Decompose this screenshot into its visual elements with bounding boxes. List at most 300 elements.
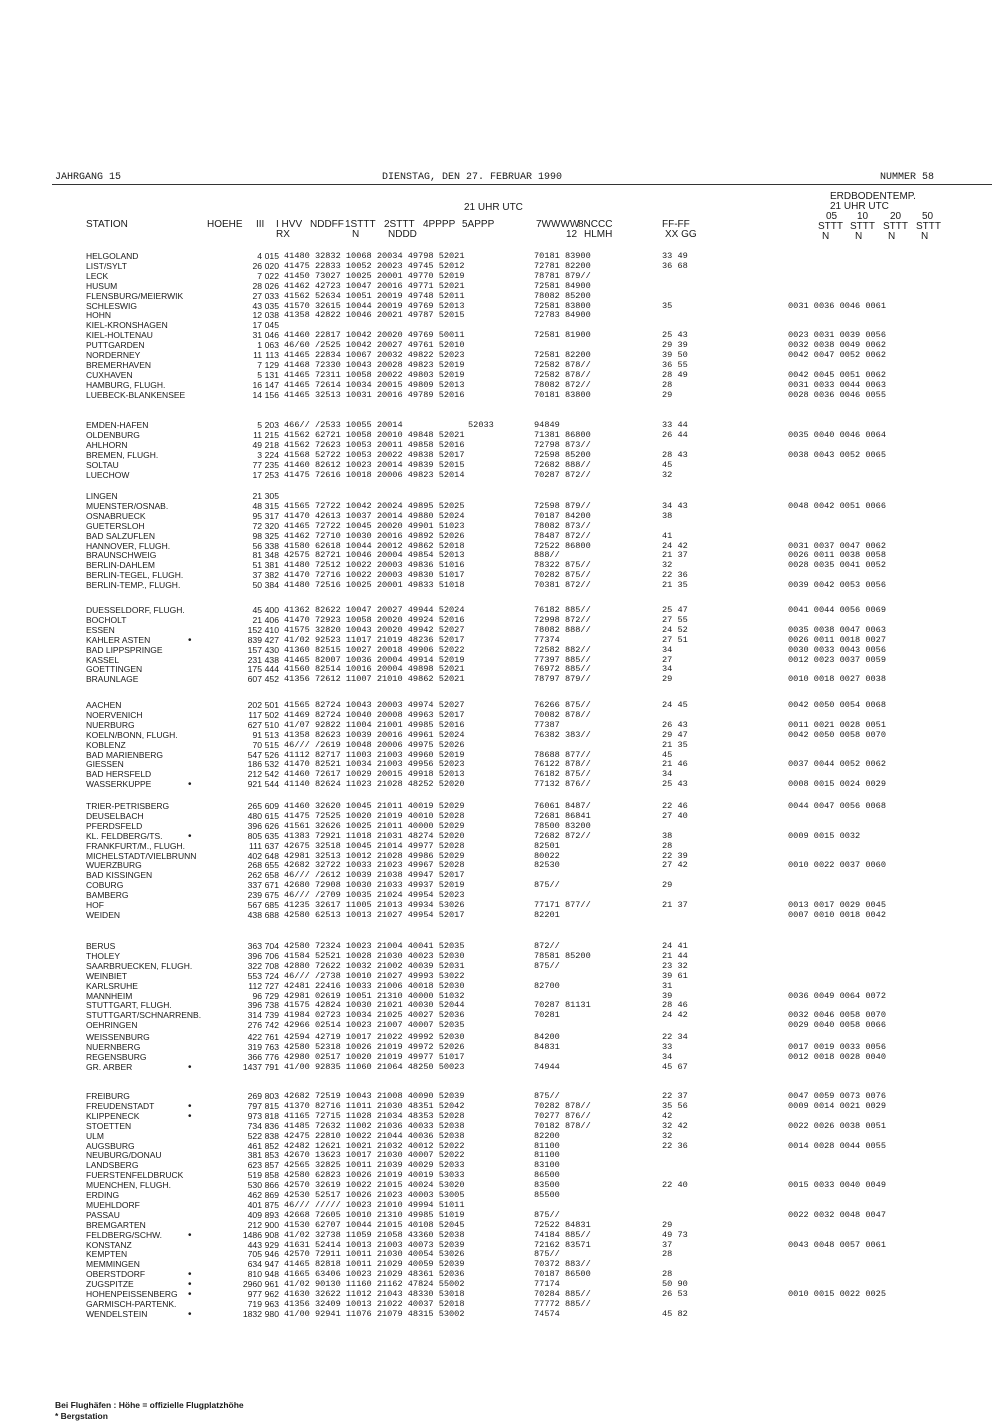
table-row bbox=[0, 431, 1000, 440]
soil-temps: 0035 0038 0047 0063 bbox=[788, 624, 886, 635]
weather-groups: 77132 876// bbox=[534, 779, 591, 790]
weather-groups: 85500 bbox=[534, 1190, 560, 1200]
station-name: BRAUNSCHWEIG bbox=[86, 550, 157, 561]
weather-groups: 72998 872// bbox=[534, 614, 591, 625]
wind-groups: 22 36 bbox=[662, 570, 688, 581]
wind-groups: 21 35 bbox=[662, 580, 688, 591]
obs-groups: 42680 72908 10030 21033 49937 52019 bbox=[284, 880, 465, 891]
wind-groups: 27 55 bbox=[662, 614, 688, 625]
station-name: AACHEN bbox=[86, 700, 122, 710]
weather-groups: 74944 bbox=[534, 1061, 560, 1072]
wind-groups: 24 42 bbox=[662, 1010, 688, 1021]
station-height: 212 bbox=[247, 1219, 262, 1230]
wind-groups: 23 32 bbox=[662, 960, 688, 971]
station-height: 422 bbox=[247, 1032, 262, 1042]
mountain-marker: • bbox=[188, 1061, 192, 1073]
obs-groups: 41475 72616 10018 20006 49823 52014 bbox=[284, 469, 465, 480]
station-height: 973 bbox=[247, 1110, 262, 1121]
weather-groups: 70282 878// bbox=[534, 1100, 591, 1111]
station-id: 815 bbox=[264, 1100, 279, 1111]
station-height: 409 bbox=[247, 1209, 262, 1220]
table-row bbox=[0, 1001, 1000, 1010]
wind-groups: 25 43 bbox=[662, 779, 688, 790]
pppp-heading: 4PPPP bbox=[423, 219, 456, 230]
station-height: 480 bbox=[247, 810, 262, 821]
station-name: GOETTINGEN bbox=[86, 664, 143, 675]
obs-groups: 41570 32615 10044 20019 49769 52013 bbox=[284, 300, 465, 311]
station-height: 2960 bbox=[242, 1279, 262, 1290]
obs-groups: 42580 62513 10013 21027 49954 52017 bbox=[284, 909, 465, 920]
xxgg-heading: XX GG bbox=[665, 229, 697, 240]
mountain-marker: • bbox=[188, 1289, 192, 1300]
n-heading: N bbox=[352, 229, 360, 240]
weather-groups: 81100 bbox=[534, 1140, 560, 1151]
table-row bbox=[0, 751, 1000, 760]
station-name: EMDEN-HAFEN bbox=[86, 420, 149, 430]
obs-groups: 41140 82624 11023 21028 48252 52020 bbox=[284, 779, 465, 790]
table-row bbox=[0, 441, 1000, 450]
station-height: 268 bbox=[247, 860, 262, 871]
station-height: 212 bbox=[247, 769, 262, 780]
table-row bbox=[0, 262, 1000, 271]
station-height: 4 bbox=[257, 251, 262, 261]
obs-groups: 42481 22416 10033 21006 40018 52030 bbox=[284, 980, 465, 991]
station-id: 063 bbox=[264, 340, 279, 351]
station-name: NEUBURG/DONAU bbox=[86, 1150, 162, 1161]
station-name: PFERDSFELD bbox=[86, 820, 143, 831]
station-id: 637 bbox=[264, 840, 279, 851]
table-row bbox=[0, 636, 1000, 645]
appp-heading: 5APPP bbox=[462, 219, 495, 230]
table-row bbox=[0, 1112, 1000, 1121]
wind-groups: 31 bbox=[662, 980, 673, 991]
table-row bbox=[0, 1191, 1000, 1200]
station-id: 685 bbox=[264, 900, 279, 910]
weather-groups: 72682 888// bbox=[534, 459, 591, 470]
station-height: 11 bbox=[253, 350, 262, 360]
wind-groups: 22 34 bbox=[662, 1032, 688, 1042]
obs-groups: 42594 42719 10017 21022 49992 52030 bbox=[284, 1032, 465, 1042]
station-name: KOELN/BONN, FLUGH. bbox=[86, 729, 178, 740]
depth-20: 20 bbox=[890, 211, 902, 222]
table-row bbox=[0, 656, 1000, 665]
station-height: 396 bbox=[247, 1000, 262, 1011]
obs-groups: 42966 02514 10023 21007 40007 52035 bbox=[284, 1020, 465, 1031]
table-row bbox=[0, 542, 1000, 551]
station-height: 396 bbox=[247, 820, 262, 831]
station-name: BAD MARIENBERG bbox=[86, 749, 163, 760]
station-id: 688 bbox=[264, 909, 279, 920]
station-height: 70 bbox=[252, 739, 262, 750]
station-height: 26 bbox=[252, 260, 262, 271]
weather-groups: 94849 bbox=[534, 420, 560, 430]
wind-groups: 28 bbox=[662, 379, 673, 390]
station-name: GARMISCH-PARTENK. bbox=[86, 1298, 177, 1309]
table-row bbox=[0, 942, 1000, 951]
station-name: KONSTANZ bbox=[86, 1239, 132, 1250]
table-row bbox=[0, 721, 1000, 730]
obs-groups: 41465 82818 10011 21029 40059 52039 bbox=[284, 1259, 465, 1270]
station-height: 276 bbox=[247, 1020, 262, 1031]
table-row bbox=[0, 1171, 1000, 1180]
wind-groups: 49 73 bbox=[662, 1229, 688, 1240]
table-row bbox=[0, 341, 1000, 350]
obs-groups: 41580 62618 10044 20012 49862 52018 bbox=[284, 540, 465, 551]
table-row bbox=[0, 311, 1000, 320]
station-id: 544 bbox=[264, 779, 279, 790]
station-id: 317 bbox=[264, 510, 279, 521]
wind-groups: 27 42 bbox=[662, 860, 688, 871]
station-name: FLENSBURG/MEIERWIK bbox=[86, 290, 184, 301]
obs-groups: 41584 52521 10028 21030 40023 52030 bbox=[284, 950, 465, 961]
station-height: 623 bbox=[247, 1160, 262, 1171]
station-height: 111 bbox=[248, 840, 262, 851]
table-row bbox=[0, 760, 1000, 769]
station-id: 900 bbox=[264, 1219, 279, 1230]
weather-groups: 82700 bbox=[534, 980, 560, 991]
table-row bbox=[0, 1043, 1000, 1052]
station-id: 113 bbox=[265, 350, 279, 360]
obs-groups: 41356 32409 10013 21022 40037 52018 bbox=[284, 1298, 465, 1309]
soil-temps: 0008 0015 0024 0029 bbox=[788, 779, 886, 790]
station-height: 95 bbox=[252, 510, 262, 521]
soil-temps: 0042 0045 0051 0062 bbox=[788, 369, 886, 380]
station-name: GIESSEN bbox=[86, 759, 124, 770]
station-id: 218 bbox=[264, 439, 279, 450]
weather-groups: 77174 bbox=[534, 1279, 560, 1290]
obs-groups: 42575 82721 10046 20004 49854 52013 bbox=[284, 550, 465, 561]
station-id: 929 bbox=[264, 1239, 279, 1250]
weather-groups: 84200 bbox=[534, 1032, 560, 1042]
station-name: THOLEY bbox=[86, 950, 121, 961]
station-id: 131 bbox=[264, 369, 279, 380]
station-name: WEINBIET bbox=[86, 970, 128, 981]
station-id: 706 bbox=[264, 950, 279, 961]
station-height: 1 bbox=[257, 340, 262, 351]
weather-groups: 78581 85200 bbox=[534, 950, 591, 961]
wind-groups: 29 39 bbox=[662, 340, 688, 351]
table-row bbox=[0, 492, 1000, 501]
wind-groups: 21 35 bbox=[662, 739, 688, 750]
soil-temps: 0023 0031 0039 0056 bbox=[788, 330, 886, 341]
table-row bbox=[0, 1201, 1000, 1210]
station-id: 675 bbox=[264, 890, 279, 901]
wind-groups: 27 40 bbox=[662, 810, 688, 821]
wind-groups: 37 bbox=[662, 1239, 673, 1250]
table-row bbox=[0, 1063, 1000, 1072]
wind-groups: 38 bbox=[662, 510, 673, 521]
soil-temps: 0030 0033 0043 0056 bbox=[788, 644, 886, 655]
weather-groups: 76972 885// bbox=[534, 664, 591, 675]
station-height: 396 bbox=[247, 950, 262, 961]
station-name: HUSUM bbox=[86, 280, 118, 291]
obs-groups: 41358 82623 10039 20016 49961 52024 bbox=[284, 729, 465, 740]
station-id: 444 bbox=[264, 664, 279, 675]
weather-groups: 82201 bbox=[534, 909, 560, 920]
station-name: AUGSBURG bbox=[86, 1140, 135, 1151]
weather-groups: 78322 875// bbox=[534, 560, 591, 571]
station-height: 438 bbox=[247, 909, 262, 920]
wind-groups: 28 bbox=[662, 1249, 673, 1260]
soil-temps: 0017 0019 0033 0056 bbox=[788, 1041, 886, 1052]
station-height: 719 bbox=[247, 1298, 262, 1309]
weather-groups: 82200 bbox=[534, 1130, 560, 1141]
station-id: 502 bbox=[264, 709, 279, 720]
sttt2-heading: 2STTT bbox=[384, 219, 415, 230]
iii-heading: III bbox=[256, 219, 265, 230]
soil-temps: 0042 0047 0052 0062 bbox=[788, 350, 886, 360]
table-row bbox=[0, 616, 1000, 625]
wind-groups: 24 52 bbox=[662, 624, 688, 635]
soil-temps: 0009 0015 0032 bbox=[788, 830, 861, 841]
station-name: HELGOLAND bbox=[86, 251, 139, 261]
station-id: 738 bbox=[264, 1000, 279, 1011]
stt-heading-50: STTT bbox=[916, 221, 941, 232]
station-height: 734 bbox=[247, 1120, 262, 1131]
weather-groups: 76182 885// bbox=[534, 605, 591, 615]
station-height: 56 bbox=[252, 540, 262, 551]
wind-groups: 22 37 bbox=[662, 1091, 688, 1101]
table-row bbox=[0, 1231, 1000, 1240]
station-id: 893 bbox=[264, 1209, 279, 1220]
table-row bbox=[0, 321, 1000, 330]
weather-groups: 77374 bbox=[534, 634, 560, 645]
n-heading-10: N bbox=[855, 231, 863, 242]
station-name: FREUDENSTADT bbox=[86, 1100, 155, 1111]
station-id: 857 bbox=[264, 1160, 279, 1171]
table-row bbox=[0, 992, 1000, 1001]
soil-temps: 0041 0044 0056 0069 bbox=[788, 605, 886, 615]
station-name: KOBLENZ bbox=[86, 739, 126, 750]
table-row bbox=[0, 532, 1000, 541]
station-id: 382 bbox=[264, 570, 279, 581]
weather-groups: 72581 81900 bbox=[534, 330, 591, 341]
soil-temps: 0028 0036 0046 0055 bbox=[788, 389, 886, 400]
weather-groups: 80022 bbox=[534, 850, 560, 861]
station-height: 977 bbox=[247, 1289, 262, 1299]
weather-groups: 70372 883// bbox=[534, 1259, 591, 1270]
table-row bbox=[0, 675, 1000, 684]
weather-groups: 78688 877// bbox=[534, 749, 591, 760]
station-name: BOCHOLT bbox=[86, 614, 127, 625]
wind-groups: 45 67 bbox=[662, 1061, 688, 1072]
ww-heading: 7WWWW bbox=[536, 219, 580, 230]
soil-temps: 0015 0033 0040 0049 bbox=[788, 1180, 886, 1191]
wind-groups: 39 50 bbox=[662, 350, 688, 360]
obs-groups: 42482 12621 10021 21032 40012 52022 bbox=[284, 1140, 465, 1151]
station-height: 705 bbox=[247, 1249, 262, 1260]
station-height: 31 bbox=[252, 330, 262, 341]
obs-groups: 42580 52318 10026 21019 49972 52026 bbox=[284, 1041, 465, 1052]
weather-groups: 70182 878// bbox=[534, 1120, 591, 1131]
table-row bbox=[0, 502, 1000, 511]
obs-groups: 41568 52722 10053 20022 49838 52017 bbox=[284, 449, 465, 460]
station-id: 348 bbox=[264, 550, 279, 561]
station-name: LIST/SYLT bbox=[86, 260, 127, 271]
weather-groups: 72162 83571 bbox=[534, 1239, 591, 1250]
wind-groups: 28 bbox=[662, 840, 673, 851]
soil-temps: 0010 0015 0022 0025 bbox=[788, 1289, 886, 1299]
station-height: 363 bbox=[247, 941, 262, 951]
station-id: 406 bbox=[264, 614, 279, 625]
soil-temps: 0031 0036 0046 0061 bbox=[788, 300, 886, 311]
station-height: 186 bbox=[247, 759, 262, 770]
station-name: HAMBURG, FLUGH. bbox=[86, 379, 166, 390]
station-name: WEISSENBURG bbox=[86, 1032, 150, 1042]
station-name: WUERZBURG bbox=[86, 860, 142, 871]
weather-groups: 76061 8487/ bbox=[534, 801, 591, 811]
depth-50: 50 bbox=[922, 211, 934, 222]
station-id: 803 bbox=[264, 1091, 279, 1101]
station-name: NORDERNEY bbox=[86, 350, 141, 360]
station-height: 202 bbox=[247, 700, 262, 710]
station-height: 45 bbox=[252, 605, 262, 615]
soil-temps: 0032 0038 0049 0062 bbox=[788, 340, 886, 351]
station-name: FRANKFURT/M., FLUGH. bbox=[86, 840, 186, 851]
table-row bbox=[0, 1260, 1000, 1269]
station-id: 384 bbox=[264, 580, 279, 591]
station-height: 112 bbox=[248, 980, 262, 991]
station-id: 253 bbox=[264, 469, 279, 480]
station-id: 948 bbox=[264, 1269, 279, 1280]
n-heading-20: N bbox=[888, 231, 896, 242]
obs-groups: 41462 72710 10030 20016 49892 52026 bbox=[284, 530, 465, 541]
obs-groups: 41465 82007 10036 20004 49914 52019 bbox=[284, 654, 465, 665]
wind-groups: 32 bbox=[662, 560, 673, 571]
obs-groups: 41370 82716 11011 21030 48351 52042 bbox=[284, 1100, 465, 1111]
station-height: 27 bbox=[252, 290, 262, 301]
station-name: BAD KISSINGEN bbox=[86, 870, 153, 881]
table-row bbox=[0, 832, 1000, 841]
wind-groups: 36 68 bbox=[662, 260, 688, 271]
table-row bbox=[0, 972, 1000, 981]
wind-groups: 27 51 bbox=[662, 634, 688, 645]
obs-groups: 466// /2533 10055 20014 bbox=[284, 420, 403, 430]
station-id: 609 bbox=[264, 801, 279, 811]
station-height: 522 bbox=[247, 1130, 262, 1141]
station-name: KEMPTEN bbox=[86, 1249, 128, 1260]
station-id: 858 bbox=[264, 1170, 279, 1181]
depth-05: 05 bbox=[826, 211, 838, 222]
table-row bbox=[0, 1270, 1000, 1279]
obs-groups: 41475 72525 10020 21019 40010 52028 bbox=[284, 810, 465, 821]
station-height: 28 bbox=[252, 280, 262, 291]
station-id: 038 bbox=[264, 310, 279, 321]
mountain-marker: • bbox=[188, 1269, 192, 1281]
obs-groups: 41565 72722 10042 20024 49895 52025 bbox=[284, 500, 465, 511]
station-height: 21 bbox=[252, 491, 262, 501]
obs-groups: 42675 32518 10045 21014 49977 52028 bbox=[284, 840, 465, 851]
station-name: LUECHOW bbox=[86, 469, 130, 480]
obs-groups: 41562 62721 10058 20010 49848 52021 bbox=[284, 429, 465, 440]
station-name: ZUGSPITZE bbox=[86, 1279, 134, 1290]
station-height: 262 bbox=[247, 870, 262, 881]
station-height: 319 bbox=[247, 1041, 262, 1052]
obs-groups: 41480 72512 10022 20003 49836 51016 bbox=[284, 560, 465, 571]
nddd-heading: NDDD bbox=[388, 229, 417, 240]
station-id: 836 bbox=[264, 1120, 279, 1131]
table-row bbox=[0, 731, 1000, 740]
table-row bbox=[0, 571, 1000, 580]
station-height: 269 bbox=[247, 1091, 262, 1101]
obs-groups: 41475 22833 10052 20023 49745 52012 bbox=[284, 260, 465, 271]
station-id: 129 bbox=[264, 359, 279, 370]
table-row bbox=[0, 626, 1000, 635]
obs-groups: 41468 72330 10043 20028 49823 52019 bbox=[284, 359, 465, 370]
obs-groups: 41470 72923 10058 20020 49924 52016 bbox=[284, 614, 465, 625]
time-heading: 21 UHR UTC bbox=[464, 202, 523, 213]
soil-temps: 0026 0011 0018 0027 bbox=[788, 634, 886, 645]
station-height: 72 bbox=[252, 520, 262, 531]
wind-groups: 39 bbox=[662, 990, 673, 1001]
station-height: 16 bbox=[252, 379, 262, 390]
station-id: 908 bbox=[264, 1229, 279, 1240]
station-id: 658 bbox=[264, 870, 279, 881]
station-name: PASSAU bbox=[86, 1209, 120, 1220]
stt-heading-20: STTT bbox=[883, 221, 908, 232]
table-row bbox=[0, 701, 1000, 710]
iihvv-heading: I HVV bbox=[276, 219, 303, 230]
station-id: 946 bbox=[264, 1249, 279, 1260]
station-id: 542 bbox=[264, 769, 279, 780]
wind-groups: 24 42 bbox=[662, 540, 688, 551]
station-id: 963 bbox=[264, 1298, 279, 1309]
station-id: 615 bbox=[264, 810, 279, 821]
table-row bbox=[0, 606, 1000, 615]
table-row bbox=[0, 861, 1000, 870]
table-row bbox=[0, 451, 1000, 460]
table-row bbox=[0, 871, 1000, 880]
footnote-mountain: * Bergstation bbox=[55, 1411, 108, 1421]
station-height: 337 bbox=[247, 880, 262, 891]
station-name: BAD SALZUFLEN bbox=[86, 530, 155, 541]
soil-temps: 0009 0014 0021 0029 bbox=[788, 1100, 886, 1111]
soil-temps: 0044 0047 0056 0068 bbox=[788, 801, 886, 811]
weather-groups: 78082 873// bbox=[534, 520, 591, 531]
table-row bbox=[0, 561, 1000, 570]
wind-groups: 29 47 bbox=[662, 729, 688, 740]
weather-groups: 70187 84200 bbox=[534, 510, 591, 521]
table-row bbox=[0, 911, 1000, 920]
weather-groups: 70181 83900 bbox=[534, 251, 591, 261]
weather-groups: 72581 84900 bbox=[534, 280, 591, 291]
weather-groups: 76182 875// bbox=[534, 769, 591, 780]
wind-groups: 22 36 bbox=[662, 1140, 688, 1151]
station-name: KARLSRUHE bbox=[86, 980, 138, 991]
station-height: 51 bbox=[252, 560, 262, 571]
weather-groups: 875// bbox=[534, 1249, 560, 1260]
station-name: LUEBECK-BLANKENSEE bbox=[86, 389, 186, 400]
obs-groups: 41465 72722 10045 20020 49901 51023 bbox=[284, 520, 465, 531]
table-row bbox=[0, 272, 1000, 281]
station-height: 322 bbox=[247, 960, 262, 971]
erdboden-heading: ERDBODENTEMP. bbox=[830, 191, 916, 202]
station-height: 553 bbox=[247, 970, 262, 981]
station-name: FELDBERG/SCHW. bbox=[86, 1229, 163, 1240]
station-name: SAARBRUECKEN, FLUGH. bbox=[86, 960, 193, 971]
table-row bbox=[0, 1053, 1000, 1062]
table-row bbox=[0, 421, 1000, 430]
weather-groups: 72781 82200 bbox=[534, 260, 591, 271]
obs-groups: 41470 42613 10037 20014 49880 52024 bbox=[284, 510, 465, 521]
station-name: ULM bbox=[86, 1130, 104, 1141]
table-row bbox=[0, 1011, 1000, 1020]
station-id: 853 bbox=[264, 1150, 279, 1161]
station-id: 235 bbox=[264, 459, 279, 470]
table-row bbox=[0, 1021, 1000, 1030]
soil-temps: 0042 0050 0054 0068 bbox=[788, 700, 886, 710]
soil-temps: 0047 0059 0073 0076 bbox=[788, 1091, 886, 1101]
